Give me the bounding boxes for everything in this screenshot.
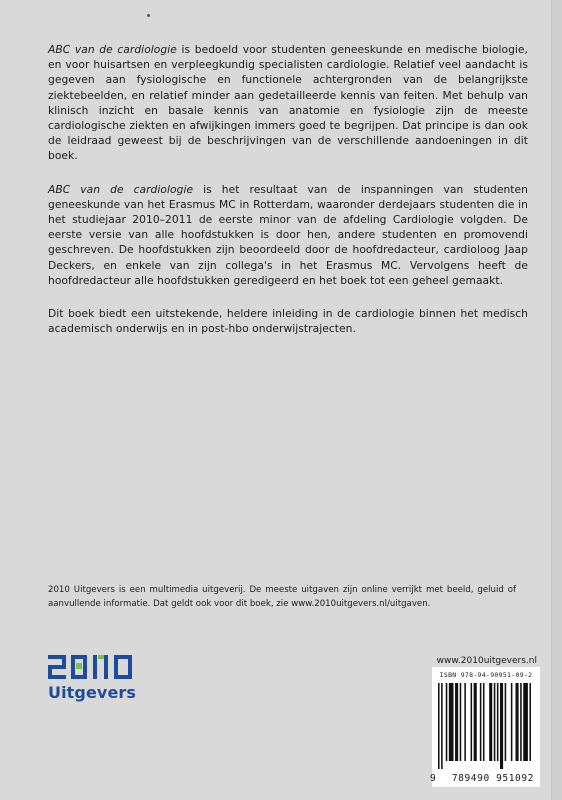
barcode-bar: [483, 683, 485, 761]
barcode-bar: [441, 683, 443, 769]
barcode-bar: [438, 683, 440, 769]
paragraph-3: Dit boek biedt een uitstekende, heldere inleiding in de cardiologie binnen het medisch academisch onderwijs en in post-hbo onderwijstrajecten.: [48, 307, 528, 336]
barcode-bar: [511, 683, 513, 761]
paragraph-2: [48, 182, 528, 288]
barcode-bar: [474, 683, 477, 761]
publisher-website: www.2010uitgevers.nl: [436, 656, 537, 666]
publisher-note: 2010 Uitgevers is een multimedia uitgeverij. De meeste uitgaven zijn online verrijkt met beeld, geluid of aanvullende informatie. Dat geldt ook voor dit boek, zie www.2010uitgevers.nl/uitgaven.: [48, 585, 516, 609]
barcode-bar: [497, 683, 499, 761]
barcode-bar: [446, 683, 448, 761]
barcode-bar: [449, 683, 454, 761]
cover-edge: [551, 0, 562, 800]
barcode-number: 789490 951092: [451, 773, 534, 784]
paragraph-1-text: is bedoeld voor studenten geneeskunde en medische biologie, en voor huisartsen en verpleegkundig specialisten cardiologie. Relatief veel aandacht is gegeven aan fysiologische en functionele achtergronden van de belangrijkste ziektebeelden, en relatief minder aan gedetailleerde kennis van feiten. Met behulp van klinisch inzicht en basale kennis van anatomie en fysiologie zijn de meeste cardiologische ziekten en afwijkingen immers goed te begrijpen. Dat principe is dan ook de leidraad geweest bij de beschrijvingen van de verschillende aandoeningen in dit boek.: [48, 43, 528, 163]
logo-text: Uitgevers: [48, 683, 137, 702]
book-title-1: ABC van de cardiologie: [48, 43, 177, 56]
barcode-bar: [464, 683, 466, 761]
barcode-bar: [500, 683, 503, 769]
blurb: [48, 42, 528, 354]
paragraph-2-text: is het resultaat van de inspanningen van studenten geneeskunde van het Erasmus MC in Rotterdam, waaronder derdejaars studenten die in het studiejaar 2010–2011 de eerste minor van de afdeling Cardiologie volgden. De eerste versie van alle hoofdstukken is door hen, andere studenten en promovendi geschreven. De hoofdstukken zijn beoordeeld door de hoofdredacteur, cardioloog Jaap Deckers, en enkele van zijn collega's in het Erasmus MC. Vervolgens heeft de hoofdredacteur alle hoofdstukken geredigeerd en het boek tot een geheel gemaakt.: [48, 182, 528, 287]
paragraph-1: [48, 42, 528, 164]
barcode-bar: [480, 683, 482, 761]
barcode-bar: [460, 683, 462, 761]
barcode-bar: [505, 683, 507, 761]
barcode-icon: [438, 683, 534, 769]
barcode-bar: [520, 683, 522, 761]
barcode-bar: [471, 683, 473, 761]
book-title-2: ABC van de cardiologie: [48, 182, 194, 196]
2010-logo-icon: [48, 655, 134, 679]
barcode-first-digit: 9: [430, 773, 437, 784]
isbn-label: ISBN 978-94-90951-09-2: [439, 671, 533, 679]
barcode-bar: [494, 683, 496, 761]
barcode-bar: [489, 683, 492, 761]
isbn-barcode: [432, 667, 540, 787]
barcode-bar: [523, 683, 528, 761]
publisher-logo: [48, 655, 136, 702]
barcode-digits: [432, 773, 540, 784]
barcode-bar: [529, 683, 531, 761]
barcode-bar: [455, 683, 458, 761]
speck: [147, 14, 150, 17]
barcode-bar: [516, 683, 519, 761]
